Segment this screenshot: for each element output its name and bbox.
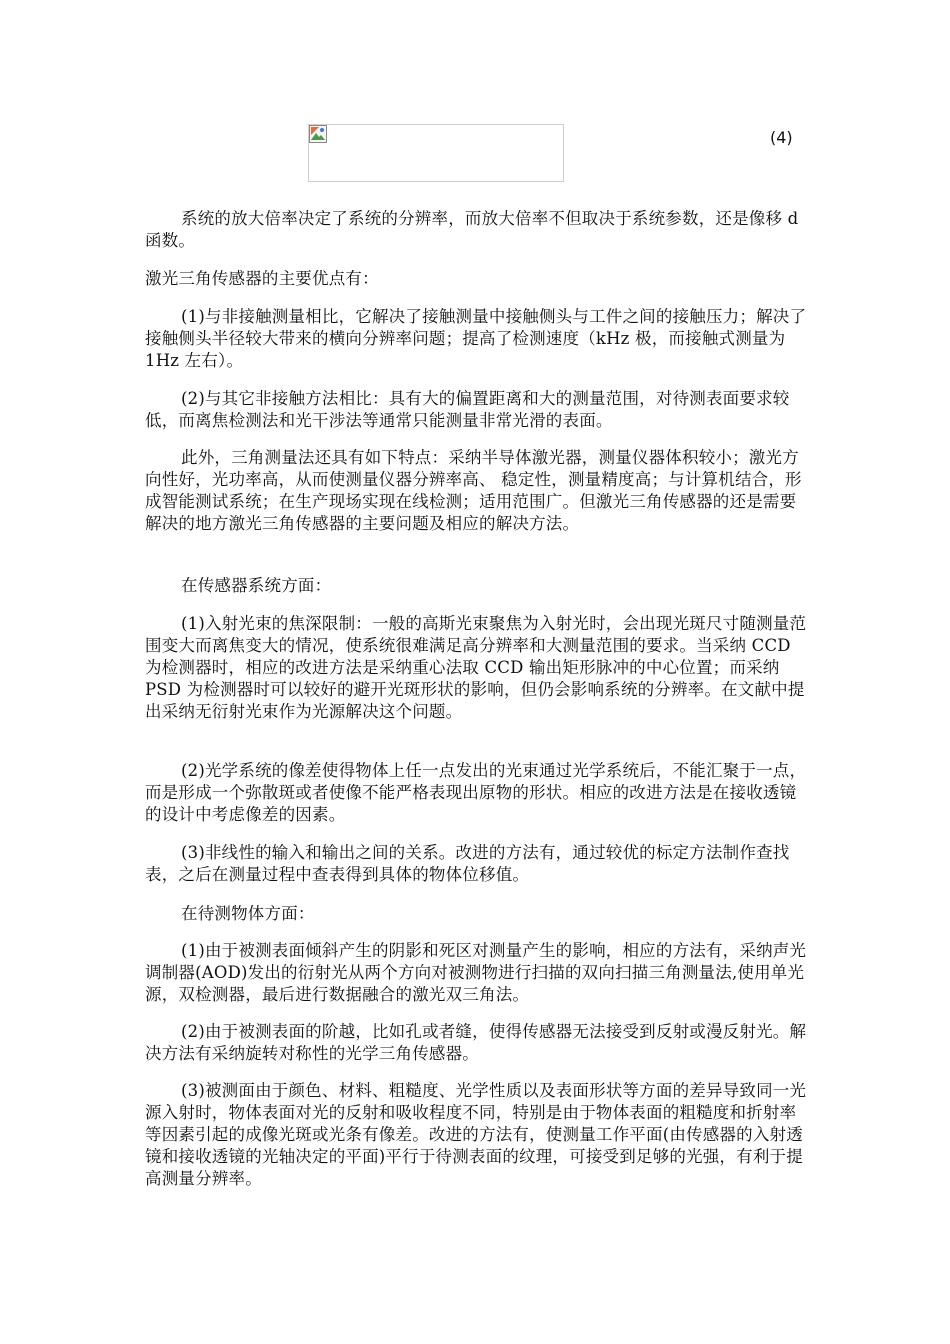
paragraph-sensor-heading: 在传感器系统方面：: [181, 576, 332, 595]
paragraph-magnification: 系统的放大倍率决定了系统的分辨率，而放大倍率不但取决于系统参数，还是像移 d 函数。: [145, 209, 799, 250]
paragraph-advantage-1: (1)与非接触测量相比，它解决了接触测量中接触侧头与工件之间的接触压力；解决了接触侧头半径较大带来的横向分辨率问题；提高了检测速度（kHz 极，而接触式测量为 1Hz 左右）。: [145, 307, 807, 370]
paragraph-advantage-2: (2)与其它非接触方法相比：具有大的偏置距离和大的测量范围，对待测表面要求较低，而离焦检测法和光干涉法等通常只能测量非常光滑的表面。: [145, 389, 790, 430]
paragraph-features: 此外，三角测量法还具有如下特点：采纳半导体激光器，测量仪器体积较小；激光方向性好，光功率高，从而使测量仪器分辨率高、 稳定性，测量精度高；与计算机结合，形成智能测试系统；在生产现场实现在线检测；适用范围广。但激光三角传感器的还是需要解决的地方激光三角传感器的主要问题及相应的解决方法。: [145, 448, 802, 533]
paragraph-advantages-heading: 激光三角传感器的主要优点有：: [145, 269, 379, 288]
equation-number: (4): [770, 128, 793, 147]
paragraph-object-1: (1)由于被测表面倾斜产生的阴影和死区对测量产生的影响，相应的方法有，采纳声光调制器(AOD)发出的衍射光从两个方向对被测物进行扫描的双向扫描三角测量法,使用单光源，双检测器，最后进行数据融合的激光双三角法。: [145, 941, 807, 1004]
paragraph-sensor-2: (2)光学系统的像差使得物体上任一点发出的光束通过光学系统后，不能汇聚于一点，而是形成一个弥散斑或者使像不能严格表现出原物的形状。相应的改进方法是在接收透镜的设计中考虑像差的因素。: [145, 761, 807, 824]
paragraph-sensor-1: (1)入射光束的焦深限制：一般的高斯光束聚焦为入射光时，会出现光斑尺寸随测量范围变大而离焦变大的情况，使系统很难满足高分辨率和大测量范围的要求。当采纳 CCD 为检测器时，相应的改进方法是采纳重心法取 CCD 输出矩形脉冲的中心位置；而采纳 PSD 为检测器时可以较好的避开光斑形状的影响，但仍会影响系统的分辨率。在文献中提出采纳无衍射光束作为光源解决这个问题。: [145, 614, 807, 721]
paragraph-object-heading: 在待测物体方面：: [181, 904, 315, 923]
equation-image: [308, 124, 564, 182]
paragraph-object-2: (2)由于被测表面的阶越，比如孔或者缝，使得传感器无法接受到反射或漫反射光。解决方法有采纳旋转对称性的光学三角传感器。: [145, 1022, 807, 1063]
paragraph-sensor-3: (3)非线性的输入和输出之间的关系。改进的方法有，通过较优的标定方法制作查找表，之后在测量过程中查表得到具体的物体位移值。: [145, 843, 790, 884]
broken-image-icon: [309, 125, 327, 143]
paragraph-object-3: (3)被测面由于颜色、材料、粗糙度、光学性质以及表面形状等方面的差异导致同一光源入射时，物体表面对光的反射和吸收程度不同，特别是由于物体表面的粗糙度和折射率等因素引起的成像光斑或光条有像差。改进的方法有，使测量工作平面(由传感器的入射透镜和接收透镜的光轴决定的平面)平行于待测表面的纹理，可接受到足够的光强，有利于提高测量分辨率。: [145, 1081, 807, 1188]
